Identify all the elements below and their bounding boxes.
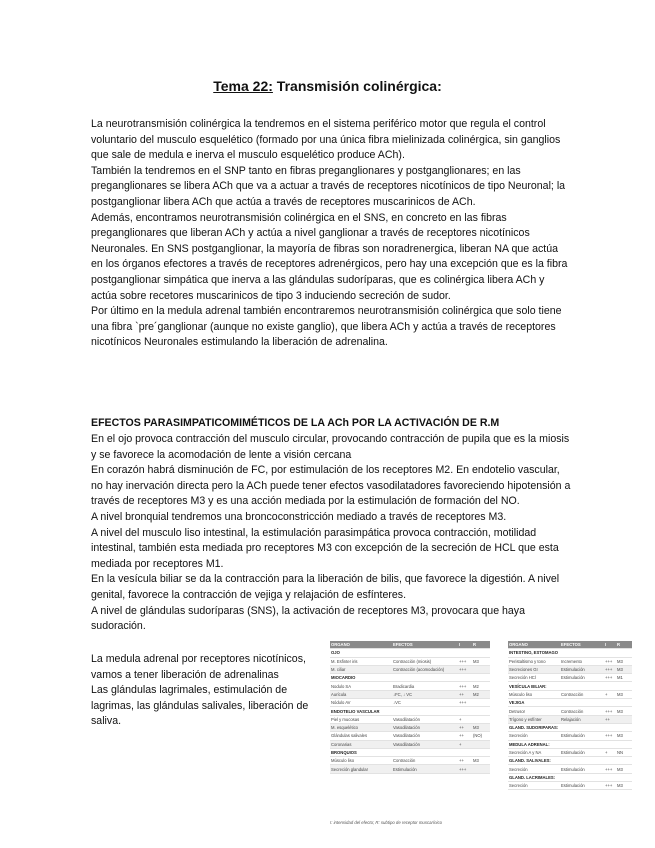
table-cell: Estimulación <box>560 732 604 740</box>
table-cell <box>604 740 616 748</box>
table-cell <box>604 773 616 781</box>
table-cell: Contracción <box>392 757 458 765</box>
table-cell: GLAND. SALIVALES: <box>508 757 560 765</box>
table-cell: Vasodilatación <box>392 740 458 748</box>
table-cell: + <box>604 748 616 756</box>
table-cell: Trígono y esfínter <box>508 715 560 723</box>
table-cell: Detrusor <box>508 707 560 715</box>
table-cell <box>392 649 458 657</box>
table-header-row <box>330 641 490 649</box>
table-cell: M1 <box>616 674 632 682</box>
table-row <box>508 690 632 698</box>
table-cell: VEJIGA <box>508 699 560 707</box>
effects-text <box>91 432 571 635</box>
table-cell <box>560 649 604 657</box>
table-cell: +++ <box>604 707 616 715</box>
table-section-row <box>508 773 632 781</box>
table-header-row <box>508 641 632 649</box>
table-cell <box>560 773 604 781</box>
table-cell: Nodulo SA <box>330 682 392 690</box>
paragraph: A nivel del musculo liso intestinal, la estimulación parasimpática provoca contracción, motilidad intestinal, también esta mediada pro receptores M3 con excepción de la secreción de HCL que esta mediada por receptores M1. <box>91 526 559 570</box>
table-cell <box>458 748 472 756</box>
table-cell: M3 <box>616 690 632 698</box>
table-cell <box>560 682 604 690</box>
table-section-row <box>508 757 632 765</box>
table-row <box>330 665 490 673</box>
table-cell: M3 <box>616 707 632 715</box>
table-header-cell: ORGANO <box>508 641 560 649</box>
table-cell: Secreción glandular <box>330 765 392 773</box>
table-cell: Contracción <box>560 690 604 698</box>
table-cell: M. Esfinter iris <box>330 657 392 665</box>
table-section-row <box>508 649 632 657</box>
intro-text <box>91 117 571 351</box>
table-cell: ++ <box>458 723 472 731</box>
table-cell <box>458 707 472 715</box>
table-cell: +++ <box>604 765 616 773</box>
table-row <box>330 715 490 723</box>
paragraph: A nivel bronquial tendremos una broncoconstricción mediado a través de receptores M3. <box>91 510 507 523</box>
table-cell <box>472 674 490 682</box>
table-cell: MIOCARDIO <box>330 674 392 682</box>
paragraph: En el ojo provoca contracción del musculo circular, provocando contracción de pupila que es la miosis y se favorece la acomodación de lente a visión cercana <box>91 433 570 461</box>
table-row <box>508 715 632 723</box>
paragraph: También la tendremos en el SNP tanto en fibras preganglionares y postganglionares; en las preganglionares se libera ACh que va a actuar a través de receptores nicotínicos de tipo Neuronal; la postganglionar libera ACh que actúa a través de receptores muscarinicos de ACh. <box>91 164 566 208</box>
table-cell: Peristaltismo y tono <box>508 657 560 665</box>
title-lead: Tema 22: <box>213 78 273 94</box>
page-title <box>0 78 655 94</box>
table-section-row <box>508 682 632 690</box>
table-cell <box>616 740 632 748</box>
table-cell: + <box>458 740 472 748</box>
table-cell <box>616 773 632 781</box>
table-cell <box>472 740 490 748</box>
table-header-cell: EFECTOS <box>560 641 604 649</box>
table-cell <box>616 715 632 723</box>
table-header-cell: EFECTOS <box>392 641 458 649</box>
table-cell <box>392 674 458 682</box>
table-cell: Estimulación <box>560 748 604 756</box>
table-section-row <box>330 674 490 682</box>
effects-table-left <box>330 641 490 774</box>
table-cell <box>616 682 632 690</box>
table-cell: +++ <box>458 699 472 707</box>
table-cell <box>458 674 472 682</box>
table-cell: M3 <box>472 723 490 731</box>
table-row <box>508 748 632 756</box>
table-cell <box>604 757 616 765</box>
table-section-row <box>330 649 490 657</box>
table-cell: ++ <box>458 757 472 765</box>
table-row <box>508 782 632 790</box>
table-row <box>330 765 490 773</box>
table-cell <box>472 707 490 715</box>
table-section-row <box>508 699 632 707</box>
table-cell <box>560 723 604 731</box>
table-row <box>508 707 632 715</box>
table-cell: +++ <box>604 657 616 665</box>
table-cell <box>392 707 458 715</box>
table-cell: Estimulación <box>560 665 604 673</box>
table-cell: +++ <box>604 665 616 673</box>
table-row <box>330 682 490 690</box>
table-cell: Estimulación <box>392 765 458 773</box>
table-cell: ++ <box>458 732 472 740</box>
table-caption: I: intensidad del efecto; R: subtipo de receptor muscarínico <box>330 820 443 825</box>
table-cell: ++ <box>604 715 616 723</box>
paragraph: En la vesícula biliar se da la contracción para la liberación de bilis, que favorece la digestión. A nivel genital, favorece la contracción de vejiga y relajación de esfínteres. <box>91 573 560 601</box>
table-cell <box>472 748 490 756</box>
table-cell: +++ <box>458 682 472 690</box>
table-cell: INTESTINO, ESTOMAGO <box>509 650 559 656</box>
title-rest: Transmisión colinérgica: <box>272 78 442 94</box>
table-cell: Bradicardia <box>392 682 458 690</box>
table-header-cell: ORGANO <box>330 641 392 649</box>
table-cell: +++ <box>604 782 616 790</box>
table-cell: M2 <box>472 682 490 690</box>
table-section-row <box>508 723 632 731</box>
table-cell <box>472 649 490 657</box>
table-cell: +++ <box>604 732 616 740</box>
paragraph: En corazón habrá disminución de FC, por estimulación de los receptores M2. En endotelio vascular, no hay inervación directa pero la ACh puede tener efectos vasodilatadores favoreciendo hipotensión a través de receptores M3 y es una acción mediada por la estimulación de formación del NO. <box>91 464 571 508</box>
table-cell: Secreción A y NA <box>508 748 560 756</box>
table-cell: OJO <box>330 649 392 657</box>
paragraph: A nivel de glándulas sudoríparas (SNS), la activación de receptores M3, provocara que haya sudoración. <box>91 604 525 633</box>
table-section-row <box>330 748 490 756</box>
table-row <box>508 665 632 673</box>
table-cell <box>392 748 458 756</box>
table-cell <box>616 699 632 707</box>
table-cell: VESÍCULA BILIAR: <box>508 682 560 690</box>
table-header-cell: R <box>616 641 632 649</box>
table-cell: ↓VC <box>392 699 458 707</box>
table-cell: M3 <box>472 757 490 765</box>
paragraph: La medula adrenal por receptores nicotínicos, vamos a tener liberación de adrenalinas <box>91 653 306 681</box>
table-row <box>330 657 490 665</box>
table-cell: M3 <box>472 657 490 665</box>
section-heading: EFECTOS PARASIMPATICOMIMÉTICOS DE LA ACh POR LA ACTIVACIÓN DE R.M <box>91 417 500 429</box>
table-row <box>330 690 490 698</box>
table-cell <box>604 682 616 690</box>
table-section-row <box>330 707 490 715</box>
table-cell: Contracción <box>560 707 604 715</box>
table-cell: Estimulación <box>560 765 604 773</box>
table-cell <box>458 649 472 657</box>
table-cell: Coronarias <box>330 740 392 748</box>
table-row <box>508 765 632 773</box>
table-cell <box>616 649 632 657</box>
table-cell: + <box>458 715 472 723</box>
table-cell <box>472 665 490 673</box>
table-row <box>330 740 490 748</box>
table-cell: M3 <box>616 665 632 673</box>
table-cell: Secreción <box>508 765 560 773</box>
table-cell: +++ <box>458 665 472 673</box>
table-cell: Contracción (miosis) <box>392 657 458 665</box>
table-cell: Contracción (acomodación) <box>392 665 458 673</box>
table-cell <box>560 757 604 765</box>
table-cell <box>604 699 616 707</box>
table-row <box>508 657 632 665</box>
table-cell: Aurícula <box>330 690 392 698</box>
table-cell: ↓FC, ↓ VC <box>392 690 458 698</box>
table-cell: +++ <box>604 674 616 682</box>
table-row <box>508 674 632 682</box>
table-cell: Secreción <box>508 782 560 790</box>
table-cell: M3 <box>616 732 632 740</box>
table-cell: +++ <box>458 657 472 665</box>
table-row <box>330 699 490 707</box>
table-cell: Estimulación <box>560 674 604 682</box>
table-cell: Glándulas salivales <box>330 732 392 740</box>
table-cell: Secreción HCl <box>508 674 560 682</box>
table-cell: (NO) <box>472 732 490 740</box>
table-cell: M2 <box>472 690 490 698</box>
effects-table-right <box>508 641 632 790</box>
table-row <box>330 732 490 740</box>
paragraph: La neurotransmisión colinérgica la tendremos en el sistema periférico motor que regula el control voluntario del musculo esquelético (formado por una única fibra mielinizada colinérgica, sin ganglios que sale de medula e inerva el musculo esquelético produce ACh). <box>91 118 561 162</box>
paragraph: Las glándulas lagrimales, estimulación de lagrimas, las glándulas salivales, liberación de saliva. <box>91 684 309 728</box>
paragraph: Además, encontramos neurotransmisión colinérgica en el SNS, en concreto en las fibras preganglionares que liberan ACh y actúa a nivel ganglionar a través de receptores nicotínicos Neuronales. En SNS postganglionar, la mayoría de fibras son noradrenergica, liberan NA que actúa en los órganos efectores a través de receptores adrenérgicos, pero hay una excepción que es la fibra postganglionar simpática que inerva a las glándulas sudoríparas, que es colinérgica libera ACh y actúa sobre recetores muscarinicos de tipo 3 induciendo secreción de sudor. <box>91 211 568 302</box>
table-row <box>330 723 490 731</box>
table-cell: Vasodilatación <box>392 715 458 723</box>
side-text <box>91 652 319 730</box>
table-cell: Vasodilatación <box>392 732 458 740</box>
table-cell <box>560 699 604 707</box>
table-cell: Vasodilatación <box>392 723 458 731</box>
table-cell: MEDULA ADRENAL: <box>508 740 560 748</box>
table-cell: M3 <box>616 765 632 773</box>
table-cell: M. esquelético <box>330 723 392 731</box>
table-cell: GLAND. SUDORIPARAS: <box>509 725 559 731</box>
table-cell <box>472 765 490 773</box>
table-cell: Secreción <box>508 732 560 740</box>
table-cell: NN <box>616 748 632 756</box>
table-cell <box>604 723 616 731</box>
table-cell: Relajación <box>560 715 604 723</box>
table-row <box>330 757 490 765</box>
table-cell: ++ <box>458 690 472 698</box>
table-header-cell: R <box>472 641 490 649</box>
table-cell: + <box>604 690 616 698</box>
table-cell: Nódulo AV <box>330 699 392 707</box>
table-cell: M3 <box>616 782 632 790</box>
table-cell: Estimulación <box>560 782 604 790</box>
paragraph: Por último en la medula adrenal también encontraremos neurotransmisión colinérgica que solo tiene una fibra `pre´ganglionar (aunque no existe ganglio), que libera ACh y actúa a través de receptores nicotínicos Neuronales estimulando la liberación de adrenalina. <box>91 305 562 349</box>
table-cell: BRONQUIOS <box>330 748 392 756</box>
table-cell <box>560 740 604 748</box>
table-header-cell: I <box>458 641 472 649</box>
table-cell: M3 <box>616 657 632 665</box>
table-cell: M. ciliar <box>330 665 392 673</box>
table-cell: Incremento <box>560 657 604 665</box>
table-cell: +++ <box>458 765 472 773</box>
table-cell: ENDOTELIO VASCULAR <box>330 707 392 715</box>
table-cell <box>604 649 616 657</box>
table-cell <box>472 699 490 707</box>
table-header-cell: I <box>604 641 616 649</box>
table-row <box>508 732 632 740</box>
table-cell: Músculo liso <box>330 757 392 765</box>
table-cell: Músculo liso <box>508 690 560 698</box>
table-cell <box>616 723 632 731</box>
table-cell: Secreciones GI <box>508 665 560 673</box>
table-cell <box>472 715 490 723</box>
table-cell <box>616 757 632 765</box>
table-section-row <box>508 740 632 748</box>
table-cell: Piel y mucosas <box>330 715 392 723</box>
table-cell: GLAND. LACRIMALES: <box>508 773 560 781</box>
